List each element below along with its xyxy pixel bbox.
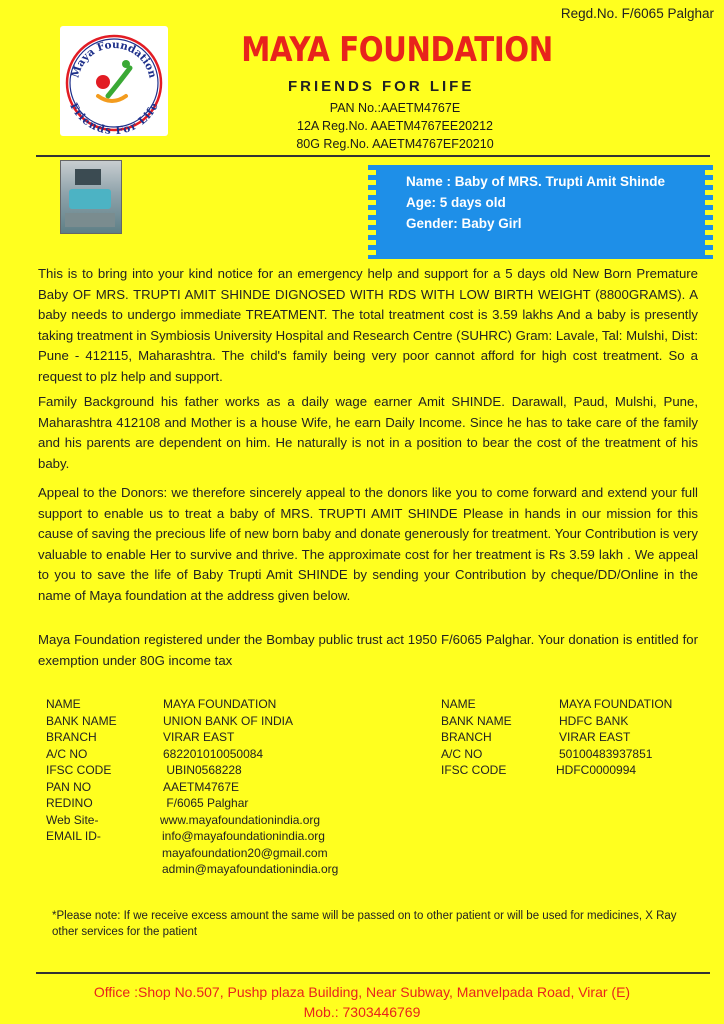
bank-value: F/6065 Palghar (163, 796, 249, 810)
bank-label: IFSC CODE (46, 763, 112, 777)
organization-title: MAYA FOUNDATION (241, 30, 553, 70)
website-link[interactable]: www.mayafoundationindia.org (160, 812, 321, 827)
bank-label: BANK NAME (46, 713, 117, 728)
bank-value: 682201010050084 (163, 746, 264, 761)
bank-label: A/C NO (441, 746, 483, 761)
bank-label: BRANCH (46, 730, 97, 744)
bank-value: MAYA FOUNDATION (163, 697, 277, 711)
patient-gender: Gender: Baby Girl (406, 216, 522, 231)
bank-value: MAYA FOUNDATION (559, 697, 673, 711)
email-link[interactable]: mayafoundation20@gmail.com (162, 845, 328, 860)
footer-divider (36, 972, 710, 974)
bank-label: IFSC CODE (441, 763, 507, 777)
reg-12a: 12A Reg.No. AAETM4767EE20212 (297, 119, 493, 133)
bank-value: HDFC BANK (559, 713, 629, 728)
bank-value: AAETM4767E (163, 779, 240, 794)
registration-number: Regd.No. F/6065 Palghar (560, 6, 714, 21)
logo-text-bottom: Friends For Life (67, 101, 161, 136)
bank-value: 50100483937851 (559, 746, 653, 761)
patient-photo (60, 160, 122, 234)
family-paragraph: Family Background his father works as a daily wage earner Amit SHINDE. Darawall, Paud, Mulshi, Pune, Maharashtra 412108 and Mother is a house Wife, he earn Daily Income. Since he has to take care of the family and his parents are dependent on him. He naturally is not in a position to bear the cost of the treatment of his baby. (38, 394, 698, 471)
registration-details (270, 99, 520, 153)
bank-value: UNION BANK OF INDIA (163, 713, 294, 728)
svg-text:Friends For Life (67, 101, 161, 136)
email-link[interactable]: admin@mayafoundationindia.org (162, 862, 339, 876)
bank-value: VIRAR EAST (559, 730, 631, 744)
office-address: Office :Shop No.507, Pushp plaza Building, Near Subway, Manvelpada Road, Virar (E) (93, 984, 631, 1000)
logo-text-top: Maya Foundation (69, 38, 159, 80)
reg-80g: 80G Reg.No. AAETM4767EF20210 (296, 137, 494, 151)
bank-label: Web Site- (46, 812, 99, 827)
bank-label: NAME (46, 697, 81, 711)
bank-value: VIRAR EAST (163, 730, 235, 744)
bank-details-union (46, 696, 338, 878)
bank-label: REDINO (46, 796, 93, 810)
appeal-paragraph: Appeal to the Donors: we therefore sincerely appeal to the donors like you to come forward and extend your full support to enable us to treat a baby of MRS. TRUPTI AMIT SHINDE Please in hands in our mission for this cause of saving the precious life of new born baby and donate generously for treatment. Your Contribution is very valuable to enable Her to survive and thrive. The approximate cost for her treatment is Rs 3.59 lakh . We appeal to you to save the life of Baby Trupti Amit SHINDE by sending your Contribution by cheque/DD/Online in the name of Maya foundation at the address given below. (38, 485, 698, 603)
bank-label: NAME (441, 697, 476, 711)
tagline: FRIENDS FOR LIFE (288, 78, 475, 95)
bank-label: BANK NAME (441, 713, 512, 728)
bank-label: EMAIL ID- (46, 829, 101, 843)
intro-paragraph: This is to bring into your kind notice for an emergency help and support for a 5 days old New Born Premature Baby OF MRS. TRUPTI AMIT SHINDE DIGNOSED WITH RDS WITH LOW BIRTH WEIGHT (8800GRAMS). A baby needs to undergo immediate TREATMENT. The total treatment cost is 3.59 lakhs And a baby is presently taking treatment in Symbiosis University Hospital and Research Centre (SUHRC) Gram: Lavale, Tal: Mulshi, Dist: Pune - 412115, Maharashtra. The child's family being very poor cannot afford for high cost treatment. So a request to plz help and support. (38, 266, 698, 384)
bank-value: HDFC0000994 (556, 763, 637, 777)
patient-name: Name : Baby of MRS. Trupti Amit Shinde (406, 174, 666, 189)
please-note: *Please note: If we receive excess amount the same will be passed on to other patient or will be used for medicines, X Ray other services for the patient (52, 910, 677, 938)
bank-label: BRANCH (441, 730, 492, 744)
bank-label: A/C NO (46, 746, 88, 761)
bank-label: PAN NO (46, 779, 92, 794)
email-link[interactable]: info@mayafoundationindia.org (162, 829, 325, 843)
header-divider (36, 155, 710, 157)
patient-info-card (368, 165, 713, 259)
mobile-number: Mob.: 7303446769 (303, 1004, 421, 1020)
pan-number: PAN No.:AAETM4767E (329, 101, 461, 115)
bank-details-hdfc (441, 696, 672, 779)
bank-value: UBIN0568228 (163, 763, 242, 777)
registration-paragraph: Maya Foundation registered under the Bombay public trust act 1950 F/6065 Palghar. Your donation is entitled for exemption under 80G income tax (38, 632, 698, 668)
patient-age: Age: 5 days old (406, 195, 506, 210)
